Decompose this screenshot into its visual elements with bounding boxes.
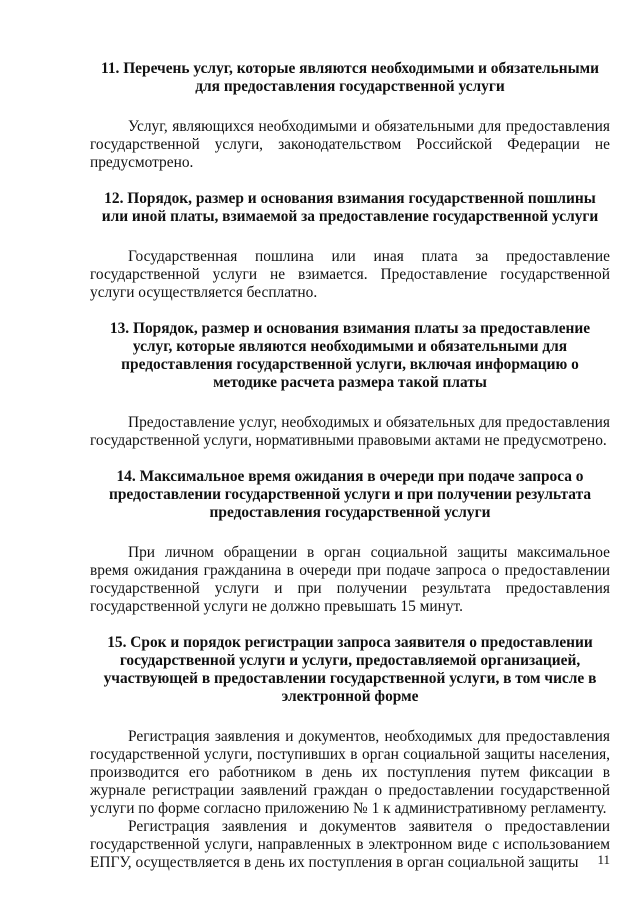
section-paragraph: Регистрация заявления и документов заявителя о предоставлении государственной услуги, направленных в электронном виде с использованием ЕПГУ, осуществляется в день их поступления в орган социальной защиты [90,818,610,871]
section-heading: 11. Перечень услуг, которые являются необходимыми и обязательными для предоставления государственной услуги [100,60,600,95]
section-paragraph: Предоставление услуг, необходимых и обязательных для предоставления государственной услуги, нормативными правовыми актами не предусмотрено. [90,414,610,449]
section-15 [90,634,610,872]
section-heading: 15. Срок и порядок регистрации запроса заявителя о предоставлении государственной услуги и услуги, предоставляемой организацией, участвующей в предоставлении государственной услуги, в том числе в электронной форме [103,634,597,705]
section-13 [90,320,610,450]
section-paragraph: Регистрация заявления и документов, необходимых для предоставления государственной услуги, поступивших в орган социальной защиты населения, производится его работником в день их поступления путем фиксации в журнале регистрации заявлений граждан о предоставлении государственной услуги по форме согласно приложению № 1 к административному регламенту. [90,728,610,817]
section-11 [90,60,610,172]
section-heading: 13. Порядок, размер и основания взимания платы за предоставление услуг, которые являются необходимыми и обязательными для предоставления государственной услуги, включая информацию о методике расчета размера такой платы [109,320,591,391]
page-number: 11 [597,852,610,867]
section-paragraph: При личном обращении в орган социальной защиты максимальное время ожидания гражданина в очереди при подаче запроса о предоставлении государственной услуги и при получении результата предоставления государственной услуги не должно превышать 15 минут. [90,544,610,615]
section-14 [90,468,610,616]
section-heading: 12. Порядок, размер и основания взимания государственной пошлины или иной платы, взимаемой за предоставление государственной услуги [101,190,599,225]
section-12 [90,190,610,302]
page-content [90,60,610,872]
section-paragraph: Государственная пошлина или иная плата за предоставление государственной услуги не взимается. Предоставление государственной услуги осуществляется бесплатно. [90,248,610,301]
section-heading: 14. Максимальное время ожидания в очереди при подаче запроса о предоставлении государственной услуги и при получении результата предоставления государственной услуги [108,468,592,521]
section-paragraph: Услуг, являющихся необходимыми и обязательными для предоставления государственной услуги, законодательством Российской Федерации не предусмотрено. [90,118,610,171]
